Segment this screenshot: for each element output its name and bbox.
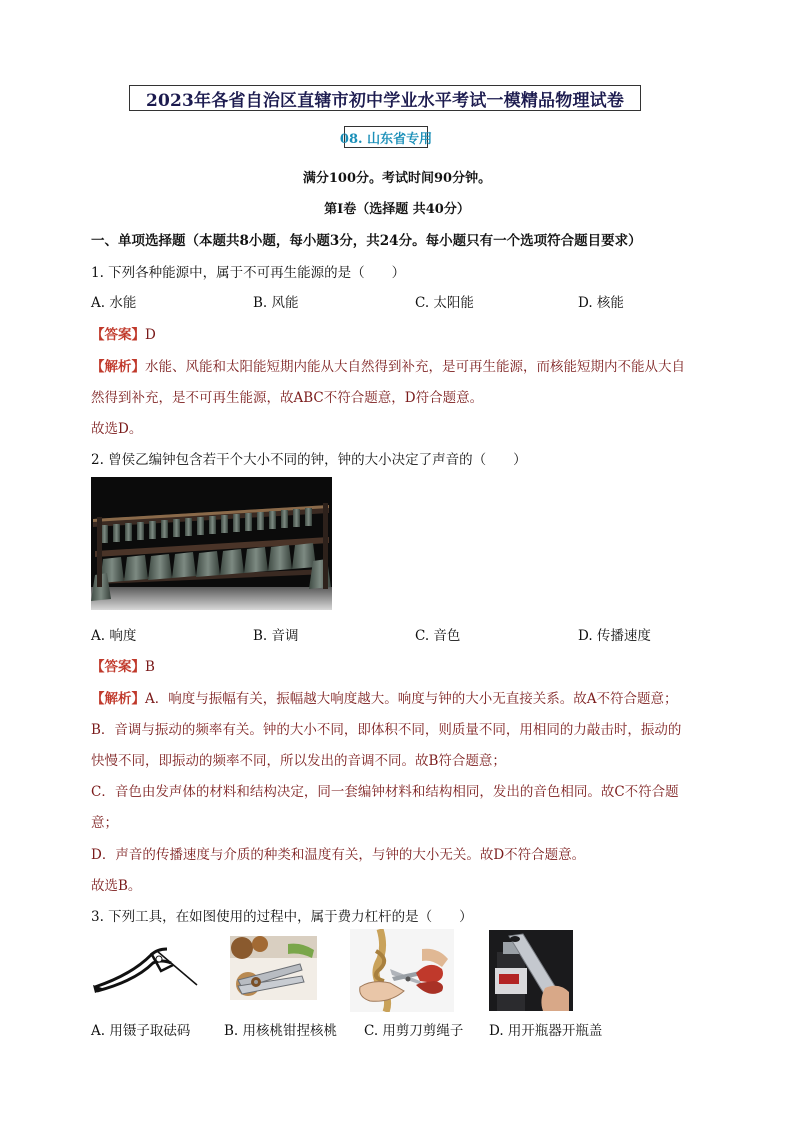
section-heading: 一、单项选择题（本题共8小题，每小题3分，共24分。每小题只有一个选项符合题目要求） — [91, 233, 642, 249]
q2-conclusion: 故选B。 — [91, 878, 142, 894]
analysis-text: A．响度与振幅有关，振幅越大响度越大。响度与钟的大小无直接关系。故A不符合题意； — [145, 691, 678, 707]
q2-analysis-line3: 快慢不同，即振动的频率不同，所以发出的音调不同。故B符合题意； — [91, 753, 506, 769]
q1-option-d: D. 核能 — [578, 295, 624, 311]
q1-answer — [91, 323, 156, 343]
answer-value: D — [145, 327, 156, 343]
q1-stem: 1. 下列各种能源中，属于不可再生能源的是（ ） — [91, 265, 406, 281]
q2-analysis-line2: B．音调与振动的频率有关。钟的大小不同，即体积不同，则质量不同，用相同的力敲击时，振动的 — [91, 722, 682, 738]
volume-heading: 第Ⅰ卷（选择题 共40分） — [324, 202, 470, 217]
q3-option-a: A. 用镊子取砝码 — [91, 1023, 191, 1039]
q3-stem: 3. 下列工具，在如图使用的过程中，属于费力杠杆的是（ ） — [91, 909, 473, 925]
analysis-tag: 【解析】 — [91, 691, 145, 707]
scissors-image — [350, 929, 454, 1012]
answer-tag: 【答案】 — [91, 327, 145, 343]
q1-conclusion: 故选D。 — [91, 421, 143, 437]
tweezers-image — [91, 941, 199, 997]
bianzhong-photo — [91, 477, 332, 610]
nutcracker-image — [230, 936, 317, 1000]
q3-option-c: C. 用剪刀剪绳子 — [364, 1023, 464, 1039]
q1-option-c: C. 太阳能 — [415, 295, 474, 311]
q3-option-b: B. 用核桃钳捏核桃 — [224, 1023, 338, 1039]
q2-stem: 2. 曾侯乙编钟包含若干个大小不同的钟，钟的大小决定了声音的（ ） — [91, 452, 527, 468]
score-info: 满分100分。考试时间90分钟。 — [302, 171, 492, 186]
answer-tag: 【答案】 — [91, 659, 145, 675]
q2-option-a: A. 响度 — [91, 628, 137, 644]
q2-option-c: C. 音色 — [415, 628, 461, 644]
q1-analysis-line2: 然得到补充，是不可再生能源，故ABC不符合题意，D符合题意。 — [91, 390, 484, 406]
exam-title: 2023年各省自治区直辖市初中学业水平考试一模精品物理试卷 — [129, 85, 641, 111]
q1-option-a: A. 水能 — [91, 295, 137, 311]
q2-analysis-line5: 意； — [91, 815, 118, 831]
q2-analysis-line6: D．声音的传播速度与介质的种类和温度有关，与钟的大小无关。故D不符合题意。 — [91, 847, 586, 863]
q2-option-d: D. 传播速度 — [578, 628, 651, 644]
analysis-tag: 【解析】 — [91, 359, 145, 375]
q1-option-b: B. 风能 — [253, 295, 299, 311]
exam-subtitle: 08. 山东省专用 — [344, 126, 428, 148]
q1-analysis — [91, 355, 685, 375]
bottle-opener-image — [489, 930, 573, 1011]
q2-answer — [91, 655, 155, 675]
q3-option-d: D. 用开瓶器开瓶盖 — [489, 1023, 603, 1039]
q2-analysis-line4: C．音色由发声体的材料和结构决定，同一套编钟材料和结构相同，发出的音色相同。故C不符合题 — [91, 784, 679, 800]
answer-value: B — [145, 659, 155, 675]
analysis-text: 水能、风能和太阳能短期内能从大自然得到补充，是可再生能源，而核能短期内不能从大自 — [145, 359, 685, 375]
q2-option-b: B. 音调 — [253, 628, 299, 644]
q2-analysis — [91, 687, 678, 707]
